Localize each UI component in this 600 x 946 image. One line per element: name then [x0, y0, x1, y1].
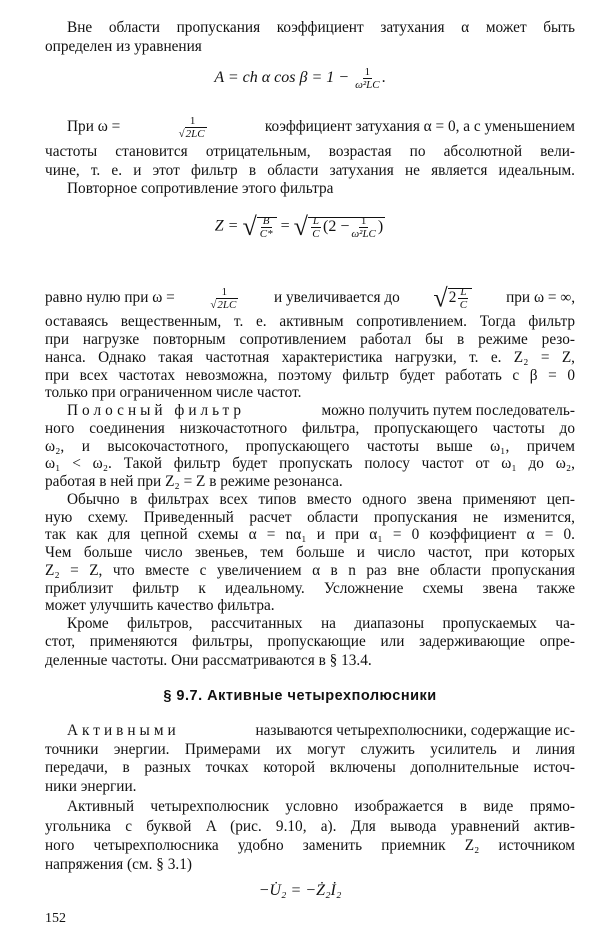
fraction [179, 115, 207, 140]
numerator: 1 [221, 285, 228, 298]
denominator: C [459, 298, 468, 311]
radicand: 2LC [217, 298, 237, 311]
text-line: при всех частотах невозможна, поэтому фильтр будет работать с β = 0 [45, 367, 575, 384]
eq-part: ) [377, 217, 384, 235]
text-line [67, 401, 575, 420]
text-segment: равно нулю при ω = [45, 289, 175, 306]
denominator: ω²LC [351, 227, 376, 240]
text-segment: можно получить путем последователь- [321, 402, 575, 419]
eq-part: . [381, 69, 386, 87]
numerator: L [312, 214, 320, 227]
numerator: 1 [360, 214, 367, 227]
text-line: Чем больше число звеньев, тем больше и число частот, при которых [45, 544, 575, 561]
denominator: C [312, 227, 320, 240]
text-segment: при ω = ∞, [506, 289, 576, 306]
text-line: может улучшить качество фильтра. [45, 597, 275, 614]
text-segment: При ω = [67, 118, 121, 135]
eq-part: Z = [214, 217, 239, 235]
text-line: передачи, в разных точках которой включены дополнительные источ- [45, 759, 575, 776]
text-line: ω₂, и высокочастотного, пропускающего частоты выше ω₁, причем [45, 438, 575, 455]
radicand: 2LC [185, 127, 205, 140]
eq-part: = [280, 217, 290, 235]
equation-z [0, 212, 600, 242]
text-segment: называются четырехполюсники, содержащие ис- [255, 722, 575, 739]
text-line: угольника с буквой A (рис. 9.10, а). Для вывода уравнений актив- [45, 818, 575, 835]
numerator: B [262, 214, 270, 227]
denominator: √2LC [178, 127, 205, 140]
text-line: ного соединения низкочастотного фильтра, пропускающего частоты до [45, 420, 575, 437]
text-line: при нагрузке повторным сопротивлением работал бы в режиме резо- [45, 331, 575, 348]
equation-voltage: −U̇₂ = −Ż₂İ₂ [258, 882, 342, 899]
text-line: Активный четырехполюсник условно изображается в виде прямо- [67, 798, 575, 815]
text-line: напряжения (см. § 3.1) [45, 856, 192, 873]
text-line: нанса. Однако такая частотная характеристика нагрузки, т. е. Z₂ = Z, [45, 349, 575, 366]
text-line: ную схему. Приведенный расчет области пропускания не изменится, [45, 509, 575, 526]
eq-part: A = ch α cos β = 1 − [214, 69, 350, 87]
text-line: чине, т. е. и этот фильтр в области затухания не является идеальным. [45, 162, 575, 179]
eq-part: 2 [448, 289, 457, 306]
text-line: Вне области пропускания коэффициент затухания α может быть [67, 19, 575, 36]
spaced-term: Полосный фильтр [67, 402, 246, 419]
text-line: Кроме фильтров, рассчитанных на диапазоны пропускаемых ча- [67, 615, 575, 632]
text-line: Обычно в фильтрах всех типов вместо одного звена применяют цеп- [67, 491, 575, 508]
eq-part: (2 − [323, 217, 350, 235]
text-line: Z₂ = Z, что вместе с увеличением α в n раз вне области пропускания [45, 562, 575, 579]
sqrt-icon: √ [293, 212, 308, 241]
text-line: равно нулю при ω = $\frac{1}{√2LC}$ и увеличивается до √2 $\frac{L}{C}$ при ω = ∞, [45, 283, 576, 313]
text-line: ного четырехполюсника удобно заменить приемник Z₂ источником [45, 837, 575, 854]
text-line: точники энергии. Примерами их могут служить усилитель и линия [45, 741, 575, 758]
text-line: частоты становится отрицательным, возрастая по абсолютной вели- [45, 143, 575, 160]
text-line: определен из уравнения [45, 38, 202, 55]
equation-a [0, 66, 600, 91]
spaced-term: Активными [67, 722, 180, 739]
section-heading: § 9.7. Активные четырехполюсники [163, 688, 437, 704]
text-line: приблизит фильтр к идеальному. Усложнение схемы звена также [45, 580, 575, 597]
sqrt-icon: √ [242, 212, 257, 241]
text-line: Повторное сопротивление этого фильтра [67, 180, 334, 197]
denominator: C* [259, 227, 273, 240]
sqrt-icon: √ [433, 283, 448, 313]
text-segment: коэффициент затухания α = 0, а с уменьшением [264, 118, 575, 135]
text-line: только при ограниченном числе частот. [45, 384, 302, 401]
fraction [355, 66, 380, 91]
denominator: ω²LC [355, 79, 380, 91]
text-segment: и увеличивается до [273, 289, 400, 306]
numerator: 1 [189, 114, 196, 127]
text-line: ω₁ < ω₂. Такой фильтр будет пропускать полосу частот от ω₁ до ω₂, [45, 455, 575, 472]
text-line: ники энергии. [45, 778, 137, 795]
text-line: деленные частоты. Они рассматриваются в § 13.4. [45, 652, 372, 669]
text-line: стот, применяются фильтры, пропускающие или задерживающие опре- [45, 633, 575, 650]
text-line [67, 114, 575, 140]
numerator: 1 [364, 66, 371, 78]
text-line: так как для цепной схемы α = nα₁ и при α₁ = 0 коэффициент α = 0. [45, 526, 575, 543]
text-line: работая в ней при Z₂ = Z в режиме резонанса. [45, 473, 343, 490]
text-line: оставаясь вещественным, т. е. активным сопротивлением. Тогда фильтр [45, 313, 575, 330]
text-line [67, 721, 575, 740]
numerator: L [460, 285, 467, 298]
page-number: 152 [45, 911, 66, 926]
